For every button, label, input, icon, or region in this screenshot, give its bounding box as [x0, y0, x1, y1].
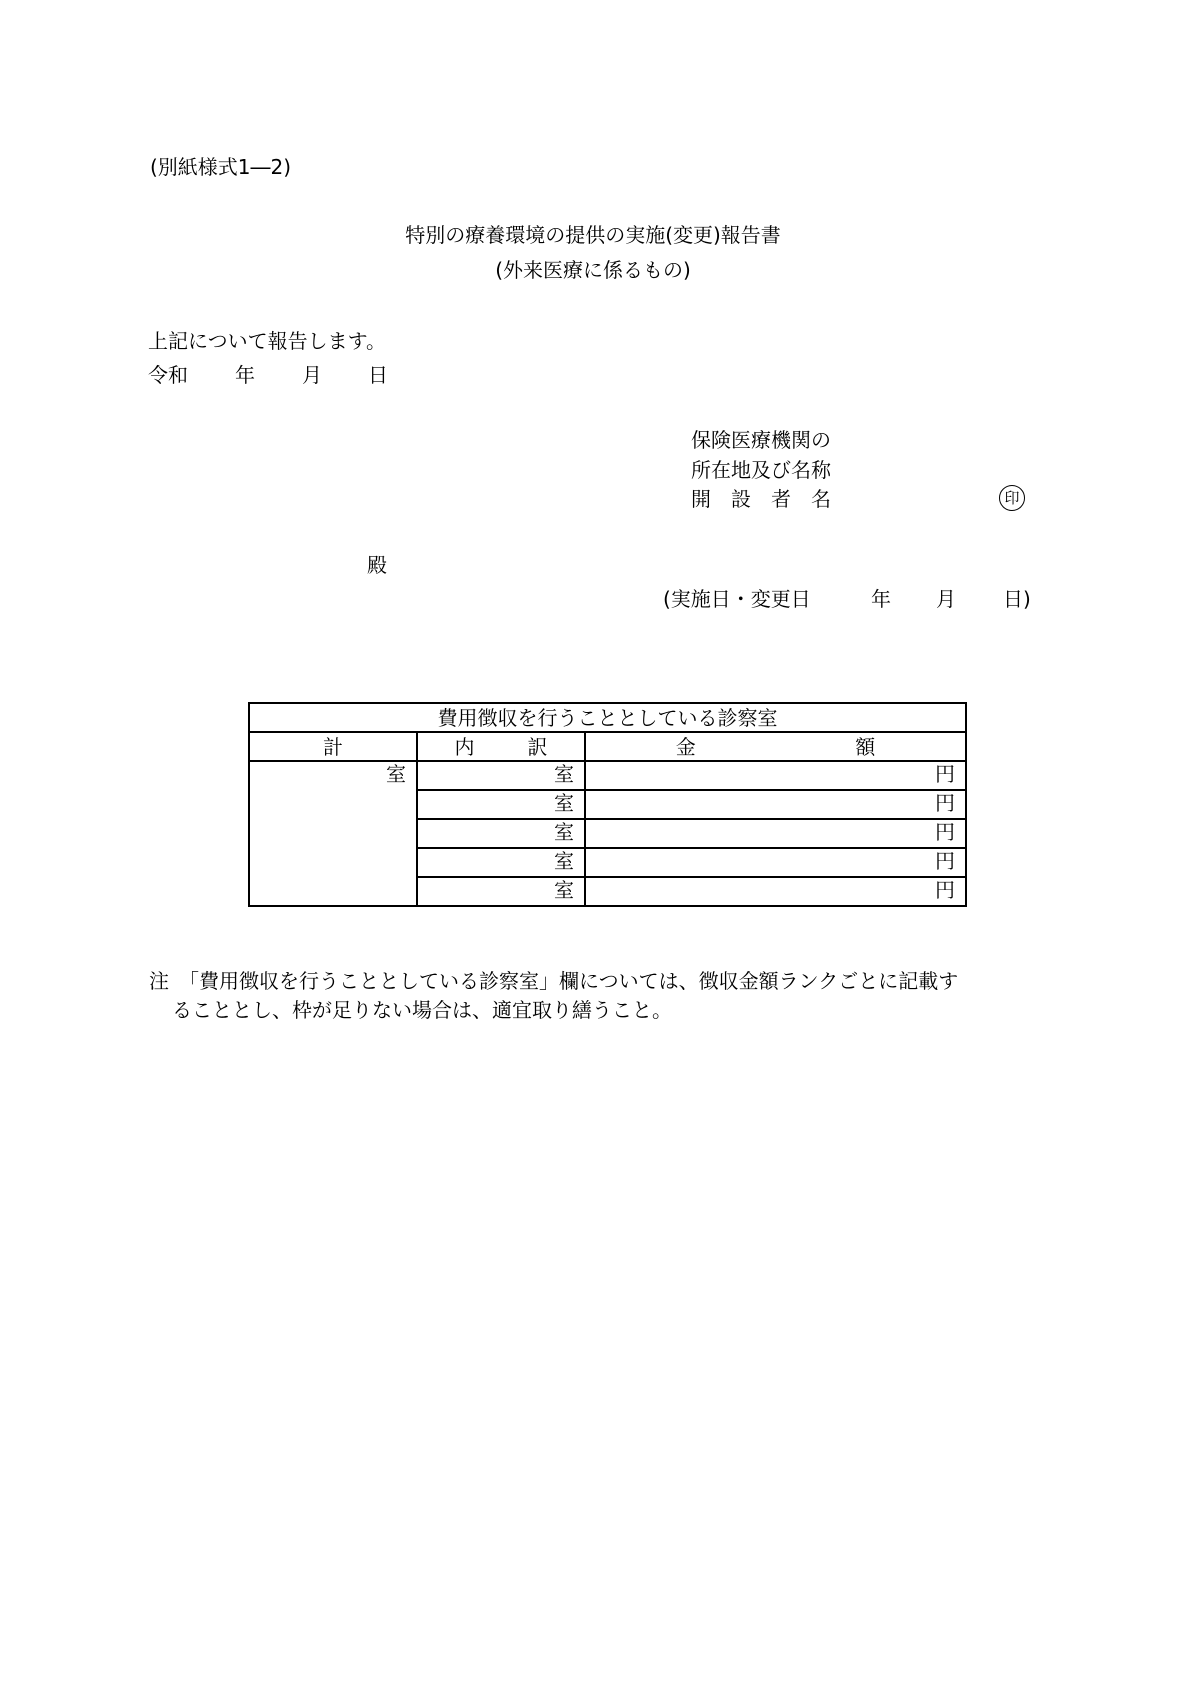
applicant-line2: 所在地及び名称 — [691, 458, 831, 482]
effective-date-label: (実施日・変更日 — [663, 587, 811, 611]
amount-cell[interactable]: 円 — [585, 790, 966, 819]
document-title: 特別の療養環境の提供の実施(変更)報告書 — [405, 223, 781, 247]
header-breakdown-2: 訳 — [527, 734, 548, 759]
effective-date-month: 月 — [936, 587, 956, 611]
report-statement: 上記について報告します。 — [148, 329, 386, 353]
date-year: 年 — [235, 363, 255, 387]
header-breakdown-1: 内 — [454, 734, 475, 759]
rooms-cell[interactable]: 室 — [417, 848, 585, 877]
header-amount-1: 金 — [675, 734, 696, 759]
note-line1: 注 「費用徴収を行うこととしている診察室」欄については、徴収金額ランクごとに記載す — [149, 969, 959, 993]
effective-date-day: 日) — [1003, 587, 1031, 611]
header-amount — [585, 732, 966, 761]
applicant-line1: 保険医療機関の — [691, 428, 831, 452]
table-title-row — [249, 703, 966, 732]
amount-cell[interactable]: 円 — [585, 877, 966, 906]
header-total: 計 — [249, 732, 417, 761]
total-rooms-cell[interactable]: 室 — [249, 761, 417, 906]
amount-cell[interactable]: 円 — [585, 761, 966, 790]
rooms-cell[interactable]: 室 — [417, 819, 585, 848]
table-title: 費用徴収を行うこととしている診察室 — [249, 703, 966, 732]
amount-cell[interactable]: 円 — [585, 819, 966, 848]
effective-date-year: 年 — [871, 587, 891, 611]
addressee-suffix: 殿 — [367, 553, 387, 577]
consultation-room-table — [248, 702, 967, 907]
table-header-row — [249, 732, 966, 761]
header-amount-2: 額 — [855, 734, 876, 759]
rooms-cell[interactable]: 室 — [417, 761, 585, 790]
date-day: 日 — [368, 363, 388, 387]
seal-mark-icon: 印 — [999, 485, 1025, 511]
rooms-cell[interactable]: 室 — [417, 877, 585, 906]
table-row — [249, 761, 966, 790]
date-month: 月 — [302, 363, 322, 387]
rooms-cell[interactable]: 室 — [417, 790, 585, 819]
document-subtitle: (外来医療に係るもの) — [495, 258, 691, 282]
date-era: 令和 — [148, 363, 188, 387]
form-id: (別紙様式1―2) — [150, 155, 292, 179]
note-line2: ることとし、枠が足りない場合は、適宜取り繕うこと。 — [172, 998, 672, 1022]
applicant-line3: 開 設 者 名 — [691, 487, 831, 511]
header-breakdown — [417, 732, 585, 761]
amount-cell[interactable]: 円 — [585, 848, 966, 877]
